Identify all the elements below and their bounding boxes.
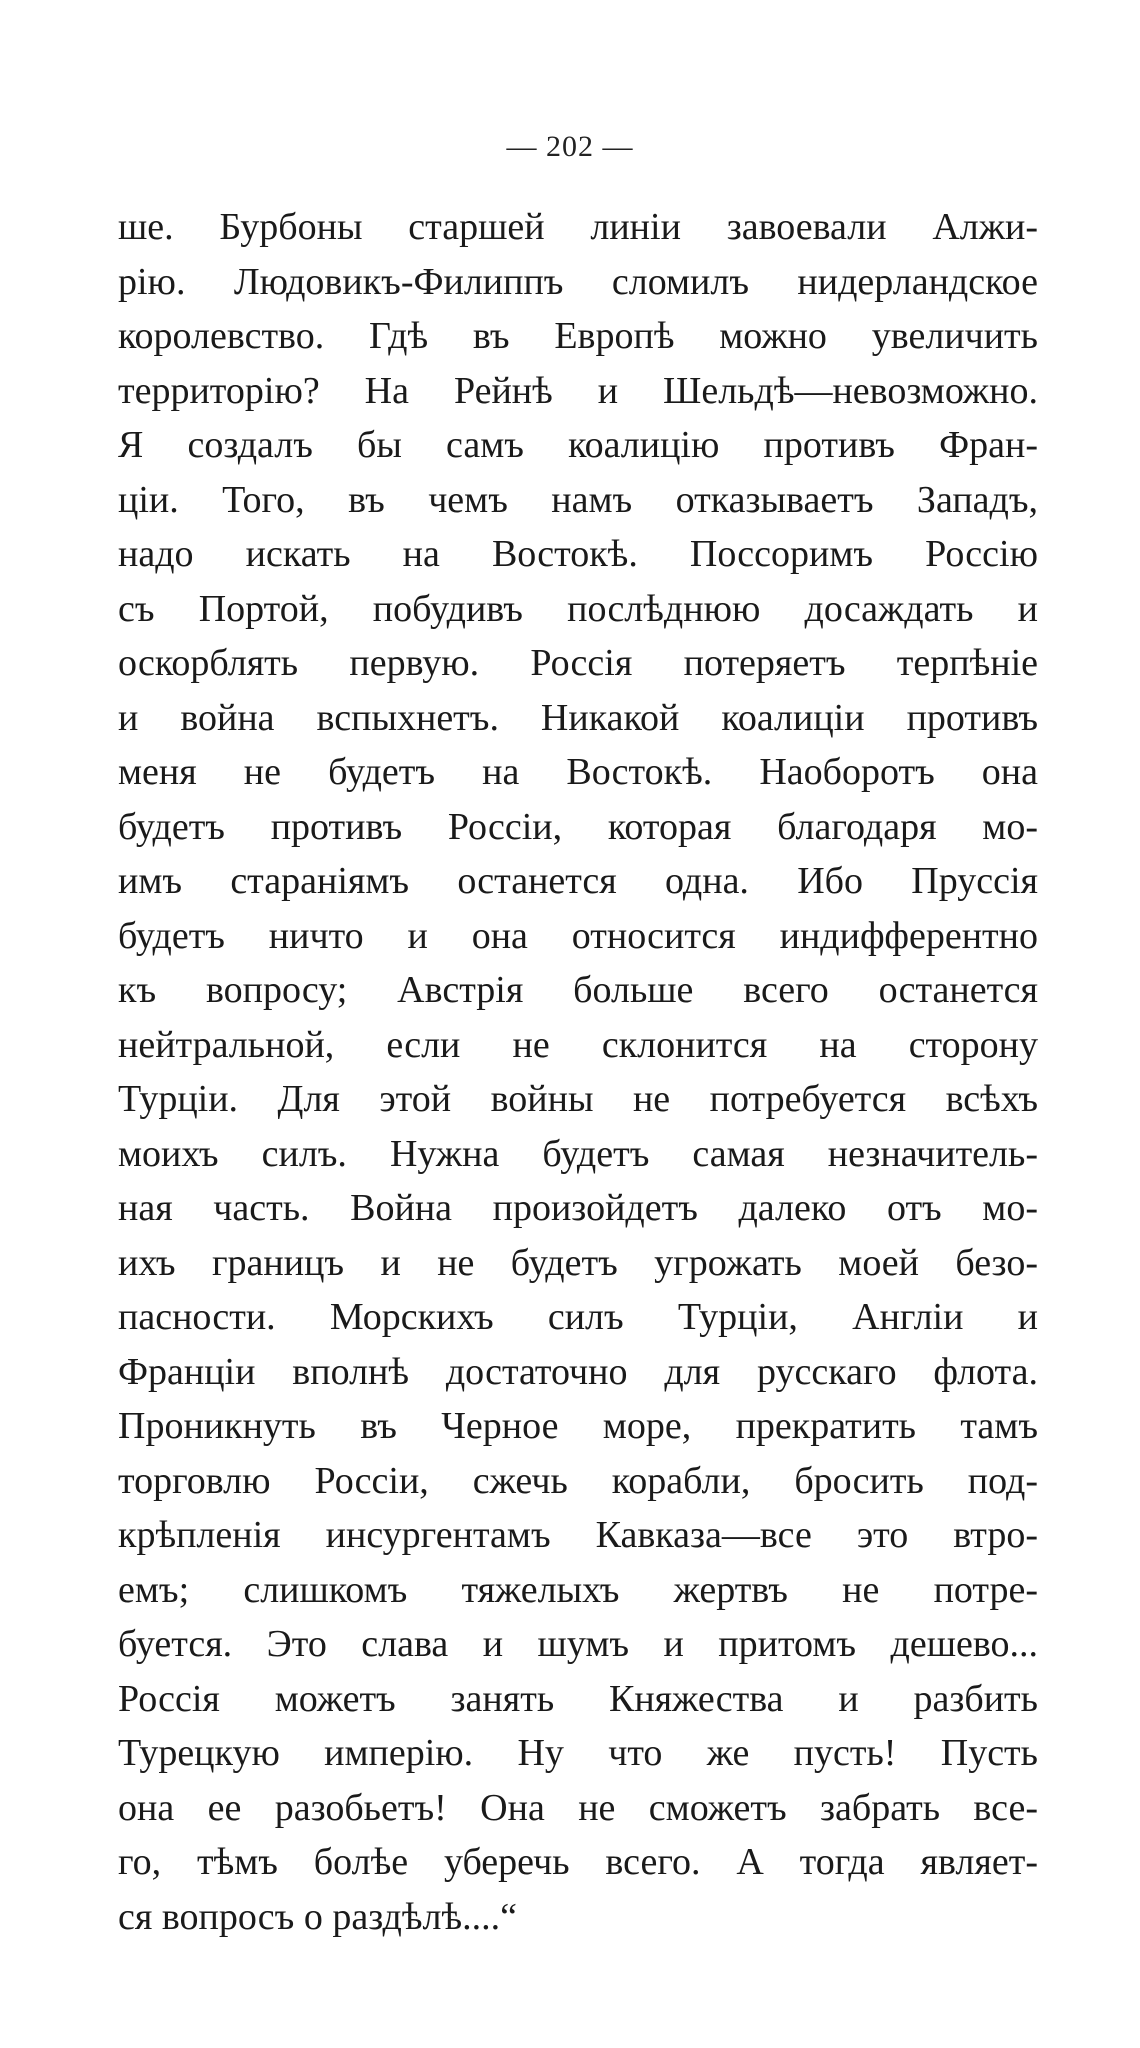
text-line: Я создалъ бы самъ коалицiю противъ Фран- [118,424,1038,466]
text-line: Проникнуть въ Черное море, прекратить тамъ [118,1405,1038,1447]
text-line: нейтральной, если не склонится на сторону [118,1023,1038,1066]
text-line: будетъ противъ Россiи, которая благодаря мо- [118,805,1038,848]
text-line: надо искать на Востокѣ. Поссоримъ Россiю [118,533,1038,575]
text-line: она ее разобьетъ! Она не сможетъ забрать все- [118,1786,1038,1829]
text-line: емъ; слишкомъ тяжелыхъ жертвъ не потре- [118,1568,1038,1611]
text-line-last: ся вопросъ о раздѣлѣ....“ [118,1895,517,1938]
text-line: ная часть. Война произойдетъ далеко отъ мо- [118,1187,1038,1229]
page-number: — 202 — [506,130,634,163]
text-line: Турцiи. Для этой войны не потребуется всѣхъ [118,1078,1038,1120]
text-line: ше. Бурбоны старшей линiи завоевали Алжи- [118,206,1038,248]
text-line: крѣпленiя инсургентамъ Кавказа—все это втро- [118,1514,1038,1556]
text-line: го, тѣмъ болѣе уберечь всего. А тогда являет- [118,1841,1038,1883]
text-line: будетъ ничто и она относится индифферентно [118,914,1038,957]
text-line: рiю. Людовикъ-Филиппъ сломилъ нидерландское [118,260,1038,303]
text-line: пасности. Морскихъ силъ Турцiи, Англiи и [118,1296,1038,1338]
text-line: торговлю Россiи, сжечь корабли, бросить под- [118,1459,1038,1502]
text-line: меня не будетъ на Востокѣ. Наоборотъ она [118,751,1038,793]
text-line: Россiя можетъ занять Княжества и разбить [118,1677,1038,1720]
text-line: Францiи вполнѣ достаточно для русскаго флота. [118,1350,1038,1393]
text-line: ихъ границъ и не будетъ угрожать моей безо- [118,1241,1038,1284]
text-line: къ вопросу; Австрiя больше всего останется [118,969,1038,1011]
text-line: съ Портой, побудивъ послѣднюю досаждать и [118,587,1038,630]
text-line: имъ старанiямъ останется одна. Ибо Пруссiя [118,860,1038,902]
text-line: цiи. Того, въ чемъ намъ отказываетъ Западъ, [118,478,1038,521]
text-body [118,200,1038,1944]
text-line: королевство. Гдѣ въ Европѣ можно увеличить [118,315,1038,357]
text-line: территорiю? На Рейнѣ и Шельдѣ—невозможно. [118,369,1038,412]
text-line: и война вспыхнетъ. Никакой коалицiи противъ [118,696,1038,739]
text-line: оскорблять первую. Россiя потеряетъ терпѣнiе [118,642,1038,684]
text-line: моихъ силъ. Нужна будетъ самая незначитель- [118,1132,1038,1175]
text-line: буется. Это слава и шумъ и притомъ дешево... [118,1623,1038,1665]
text-line: Турецкую имперiю. Ну что же пусть! Пусть [118,1732,1038,1774]
